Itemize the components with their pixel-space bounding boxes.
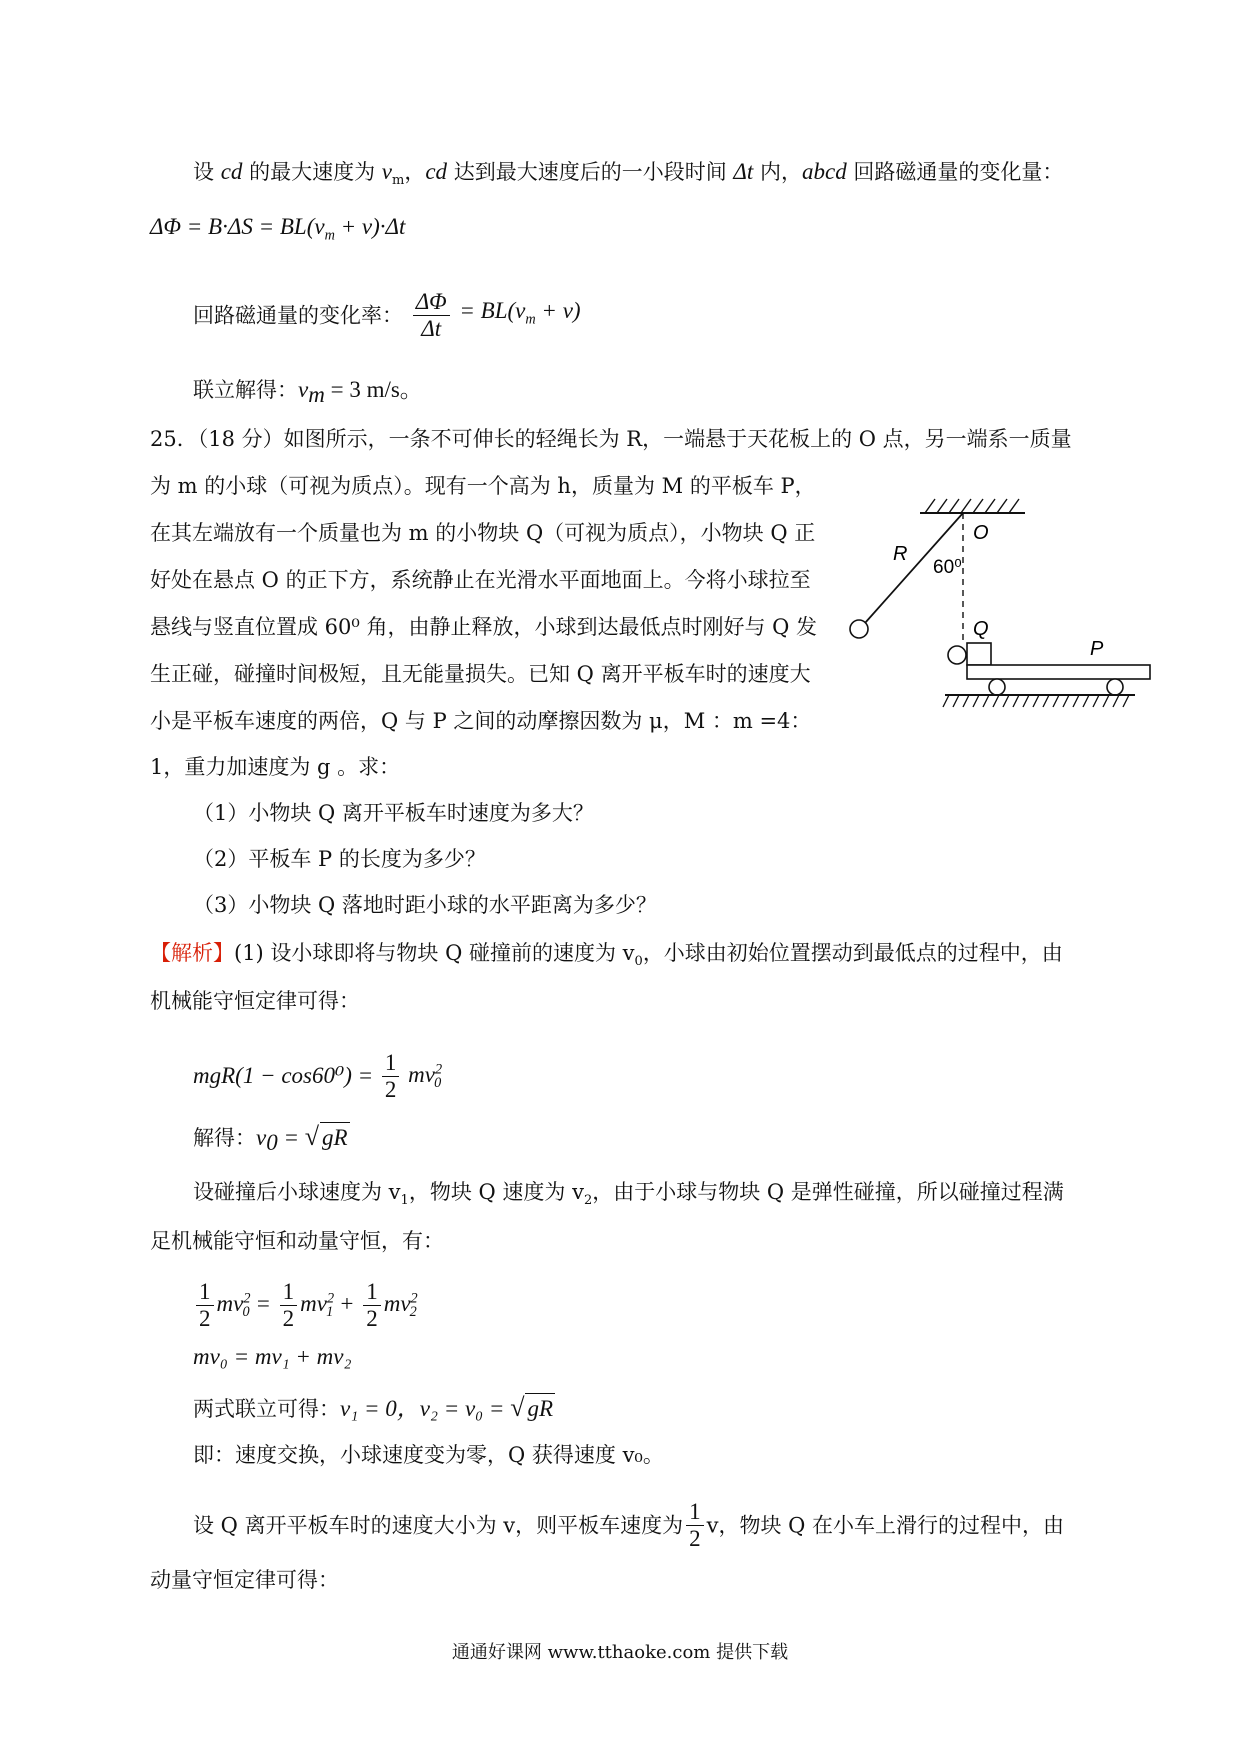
solution-line-1: 【解析】(1) 设小球即将与物块 Q 碰撞前的速度为 $v_0$，小球由初始位置摆动到最低点的过程中，由: [150, 941, 1063, 970]
solution-line-2: 机械能守恒定律可得：: [150, 989, 360, 1013]
cart-p: [967, 665, 1150, 679]
solution-line-4: 足机械能守恒和动量守恒，有：: [150, 1229, 444, 1253]
problem-line-2: 为 m 的小球（可视为质点）。现有一个高为 h，质量为 M 的平板车 P，: [150, 474, 816, 498]
ground-hatch: [943, 695, 1129, 707]
question-2: （2）平板车 P 的长度为多少？: [193, 847, 486, 871]
problem-line-3: 在其左端放有一个质量也为 m 的小物块 Q（可视为质点），小物块 Q 正: [150, 521, 816, 545]
prev-solution-result: 联立解得：$v_m = 3$ m/s。: [193, 377, 423, 408]
label-o: O: [973, 522, 989, 544]
flux-change-equation: $\Delta\Phi = B\cdot\Delta S = BL(v_m + v)\cdot\Delta t$: [150, 214, 406, 244]
solution-line-3: 设碰撞后小球速度为 $v_1$，物块 Q 速度为 $v_2$，由于小球与物块 Q 是弹性碰撞，所以碰撞过程满: [193, 1180, 1064, 1209]
ceiling-hatch: [925, 499, 1019, 513]
combined-result: 两式联立可得：v₁ = 0，v₂ = v₀ = √ gR: [193, 1393, 554, 1422]
question-1: （1）小物块 Q 离开平板车时速度为多大？: [193, 801, 594, 825]
problem-line-7: 小是平板车速度的两倍，Q 与 P 之间的动摩擦因数为 μ，M ：m =4：: [150, 709, 812, 733]
pendulum-cart-diagram: [845, 495, 1175, 720]
cart-wheel-right: [1107, 679, 1123, 695]
problem-line-6: 生正碰，碰撞时间极短，且无能量损失。已知 Q 离开平板车时的速度大: [150, 662, 811, 686]
label-q: Q: [973, 618, 989, 640]
solution-line-6: 动量守恒定律可得：: [150, 1568, 339, 1592]
problem-line-5: 悬线与竖直位置成 60⁰ 角，由静止释放，小球到达最低点时刚好与 Q 发: [150, 615, 818, 639]
momentum-equation: mv₀ = mv₁ + mv₂: [193, 1344, 352, 1369]
cart-wheel-left: [989, 679, 1005, 695]
ball-initial: [850, 620, 868, 638]
energy-equation: mgR(1 − cos60⁰) = $\frac{1}{2}$ $mv^2_0$: [193, 1049, 443, 1102]
problem-line-1: 25．（18 分）如图所示，一条不可伸长的轻绳长为 R，一端悬于天花板上的 O 点，另一端系一质量: [150, 427, 1072, 451]
solution-line-5: 设 Q 离开平板车时的速度大小为 v，则平板车速度为 $\frac{1}{2}$ v，物块 Q 在小车上滑行的过程中，由: [193, 1499, 1065, 1551]
question-3: （3）小物块 Q 落地时距小球的水平距离为多少？: [193, 893, 657, 917]
prev-line-1: 设 cd 的最大速度为 $v_m$，cd 达到最大速度后的一小段时间 Δt 内，abcd 回路磁通量的变化量：: [193, 159, 1064, 189]
page-footer: 通通好课网 www.tthaoke.com 提供下载: [451, 1642, 789, 1663]
velocity-swap-note: 即：速度交换，小球速度变为零，Q 获得速度 v₀。: [193, 1443, 664, 1467]
label-r: R: [893, 543, 908, 565]
flux-rate-equation: 回路磁通量的变化率： $\frac{\Delta\Phi}{\Delta t}$ = $BL(v_m + v)$: [193, 288, 581, 341]
block-q: [967, 643, 991, 665]
problem-line-8: 1，重力加速度为 g 。求：: [150, 755, 401, 779]
solution-tag: 【解析】: [150, 941, 234, 965]
problem-line-4: 好处在悬点 O 的正下方，系统静止在光滑水平面地面上。今将小球拉至: [150, 568, 811, 592]
solve-v0: 解得：$v_0$ = √ gR: [193, 1122, 348, 1156]
ball-bottom: [948, 646, 966, 664]
label-angle: 60⁰: [933, 557, 962, 578]
kinetic-energy-equation: $\frac{1}{2}$ $mv^2_0$ = $\frac{1}{2}$ $mv^2_1$ + $\frac{1}{2}$ $mv^2_2$: [193, 1268, 417, 1342]
label-p: P: [1090, 638, 1104, 660]
